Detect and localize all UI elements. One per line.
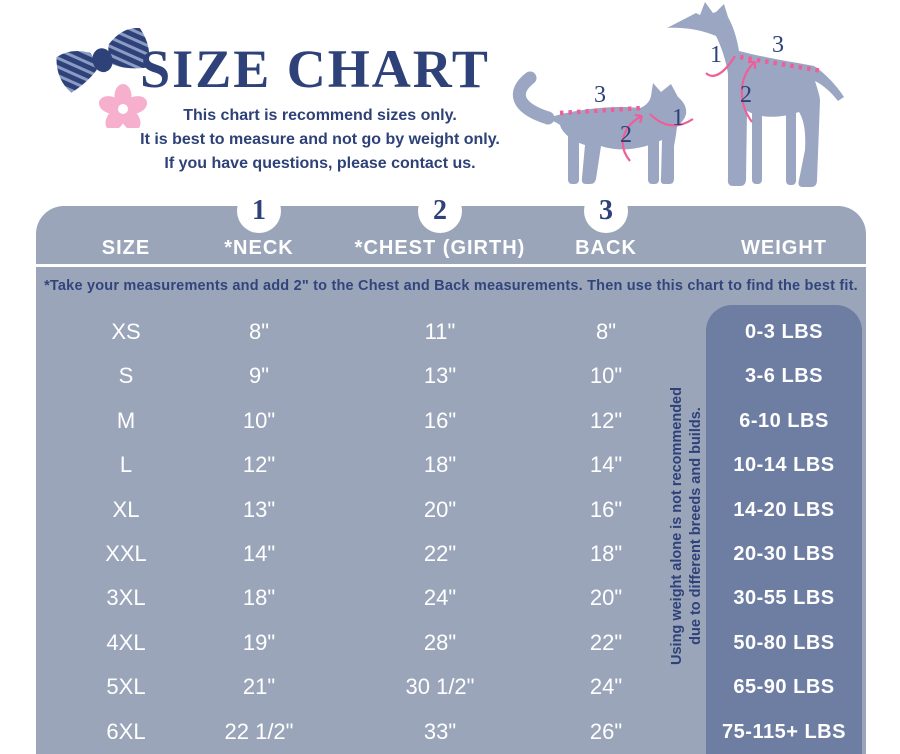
back-cell: 12" [589, 407, 623, 433]
subtitle [100, 104, 540, 176]
size-cell: XS [111, 319, 141, 344]
table-row [36, 310, 866, 354]
table-row [36, 576, 866, 620]
chest-cell: 24" [423, 585, 457, 611]
column-header-size: SIZE [101, 237, 151, 259]
back-cell: 8" [595, 319, 617, 344]
neck-cell: 18" [242, 585, 276, 611]
table-row [36, 532, 866, 576]
weight-cell: 0-3 LBS [745, 321, 823, 343]
cat-chest-label: 2 [620, 122, 632, 148]
size-cell: XXL [105, 540, 147, 566]
weight-disclaimer-line-1: Using weight alone is not recommended [669, 387, 685, 665]
weight-cell: 75-115+ LBS [722, 720, 846, 743]
back-marker-circle: 3 [584, 189, 628, 233]
neck-cell: 21" [242, 674, 276, 700]
chest-cell: 11" [424, 319, 456, 344]
size-cell: XL [112, 496, 140, 522]
chest-cell: 13" [423, 363, 457, 389]
back-cell: 18" [589, 540, 623, 566]
chest-cell: 20" [423, 496, 457, 522]
weight-cell: 65-90 LBS [733, 676, 835, 699]
weight-cell: 30-55 LBS [733, 587, 835, 610]
column-header-chest: *CHEST (GIRTH) [354, 237, 526, 259]
neck-cell: 8" [248, 319, 270, 344]
size-cell: 5XL [106, 674, 146, 700]
size-cell: S [118, 363, 134, 389]
weight-cell: 6-10 LBS [739, 409, 829, 432]
dog-neck-label: 1 [710, 42, 722, 68]
measurement-note: *Take your measurements and add 2" to the Chest and Back measurements. Then use this chart to find the best fit. [44, 278, 858, 294]
neck-cell: 22 1/2" [224, 718, 294, 744]
chest-marker-circle: 2 [418, 189, 462, 233]
page-title: SIZE CHART [140, 39, 490, 99]
cat-back-label: 3 [594, 82, 606, 108]
table-row [36, 399, 866, 443]
weight-disclaimer-line-2: due to different breeds and builds. [688, 407, 704, 645]
chest-cell: 16" [423, 407, 457, 433]
size-cell: M [116, 407, 136, 433]
subtitle-line-3: If you have questions, please contact us. [164, 155, 476, 172]
table-row [36, 665, 866, 709]
chest-cell: 28" [423, 629, 457, 655]
table-rows [36, 310, 866, 754]
back-cell: 20" [589, 585, 623, 611]
subtitle-line-2: It is best to measure and not go by weight only. [140, 131, 500, 148]
weight-cell: 14-20 LBS [733, 498, 835, 521]
weight-cell: 3-6 LBS [745, 365, 823, 388]
size-cell: 6XL [106, 718, 146, 744]
weight-cell: 50-80 LBS [733, 631, 835, 654]
back-cell: 22" [589, 629, 623, 655]
weight-cell: 20-30 LBS [733, 542, 835, 565]
back-cell: 26" [589, 718, 623, 744]
column-header-back: BACK [575, 237, 637, 259]
back-cell: 14" [589, 452, 623, 478]
chest-cell: 22" [423, 540, 457, 566]
neck-cell: 19" [242, 629, 276, 655]
table-row [36, 354, 866, 398]
chest-cell: 30 1/2" [405, 674, 475, 700]
back-cell: 16" [589, 496, 623, 522]
size-cell: 3XL [106, 585, 146, 611]
neck-cell: 12" [242, 452, 276, 478]
weight-cell: 10-14 LBS [733, 454, 835, 477]
size-table [36, 195, 866, 754]
dog-chest-label: 2 [740, 82, 752, 108]
pet-measurement-illustration [500, 0, 900, 206]
neck-cell: 13" [242, 496, 276, 522]
column-header-neck: *NECK [224, 237, 294, 259]
back-cell: 24" [589, 674, 623, 700]
size-cell: L [119, 452, 133, 478]
dog-back-label: 3 [772, 32, 784, 58]
header-divider [36, 264, 866, 267]
neck-cell: 14" [242, 540, 276, 566]
dog-silhouette-icon [667, 2, 844, 187]
back-cell: 10" [589, 363, 623, 389]
chest-cell: 18" [423, 452, 457, 478]
table-row [36, 443, 866, 487]
table-row [36, 710, 866, 754]
cat-neck-label: 1 [672, 105, 684, 131]
column-header-weight: WEIGHT [741, 237, 827, 259]
table-row [36, 621, 866, 665]
neck-cell: 9" [248, 363, 270, 389]
neck-cell: 10" [242, 407, 276, 433]
table-row [36, 488, 866, 532]
subtitle-line-1: This chart is recommend sizes only. [183, 107, 457, 124]
size-cell: 4XL [106, 629, 146, 655]
neck-marker-circle: 1 [237, 189, 281, 233]
chest-cell: 33" [423, 718, 457, 744]
